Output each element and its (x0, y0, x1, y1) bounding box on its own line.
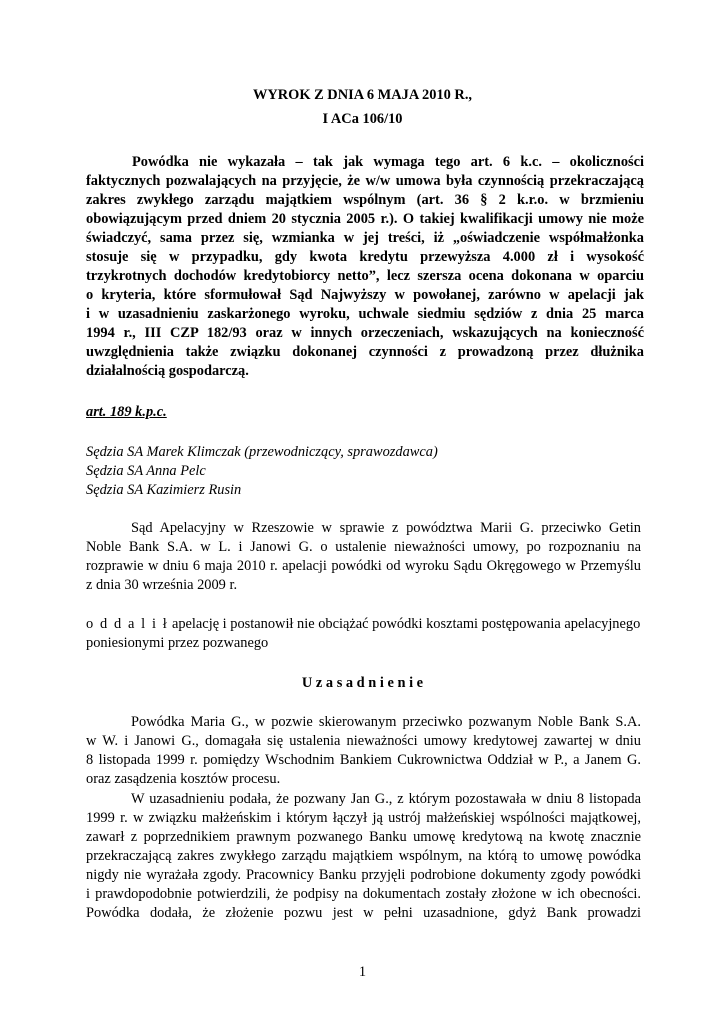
thesis-line: zakres zwykłego zarządu majątkiem wspólnym (art. 36 § 2 k.r.o. w brzmieniu (86, 192, 644, 208)
thesis-line: obowiązującym przed dniem 20 stycznia 2005 r.). O takiej kwalifikacji umowy nie może (86, 211, 644, 227)
ruling-text: apelację i postanowił nie obciążać powódki kosztami postępowania apelacyjnego (168, 616, 641, 632)
intro-line: Sąd Apelacyjny w Rzeszowie w sprawie z powództwa Marii G. przeciwko Getin (131, 520, 641, 536)
justification-line: nigdy nie wyrażała zgody. Pracownicy Banku przyjęli podrobione dokumenty zgody powódki (86, 867, 641, 883)
judge-item: Sędzia SA Kazimierz Rusin (86, 482, 242, 498)
justification-line: i prawdopodobnie potwierdzili, że podpisy na dokumentach zostały złożone w ich obecności. (86, 886, 641, 902)
judge-item: Sędzia SA Marek Klimczak (przewodniczący, sprawozdawca) (86, 444, 438, 460)
intro-line: Noble Bank S.A. w L. i Janowi G. o ustalenie nieważności umowy, po rozpoznaniu na (86, 539, 641, 555)
thesis-line: świadczyć, sama przez się, wzmianka w jej treści, iż „oświadczenie współmałżonka (86, 230, 644, 246)
justification-line: 1999 r. w związku małżeńskim i którym łączył ją ustrój małżeńskiej wspólności majątkowej, (86, 810, 641, 826)
ruling-verb: o d d a l i ł (86, 616, 169, 632)
judgment-title: WYROK Z DNIA 6 MAJA 2010 R., (252, 87, 473, 103)
intro-line: z dnia 30 września 2009 r. (86, 577, 238, 593)
thesis-line: uwzględnienia także związku dokonanej czynności z prowadzoną przez dłużnika (86, 344, 644, 360)
justification-line: zawarł z poprzednikiem prawnym pozwanego Banku umowę kredytową na kwotę znacznie (86, 829, 641, 845)
justification-line: W uzasadnieniu podała, że pozwany Jan G., z którym pozostawała w dniu 8 listopada (131, 791, 641, 807)
ruling-line (86, 615, 641, 634)
justification-line: przekraczającą zakres zwykłego zarządu majątkiem wspólnym, na którą to umowę powódka (86, 848, 641, 864)
ruling-line: poniesionymi przez pozwanego (86, 635, 269, 651)
thesis-line: o kryteria, które sformułował Sąd Najwyższy w powołanej, zarówno w apelacji jak (86, 287, 644, 303)
thesis-line: i w uzasadnieniu zaskarżonego wyroku, uchwale siedmiu sędziów z dnia 25 marca (86, 306, 644, 322)
thesis-line: trzykrotnych dochodów kredytobiorcy netto”, lecz szersza ocena dokonana w oparciu (86, 268, 644, 284)
thesis-line: Powódka nie wykazała – tak jak wymaga tego art. 6 k.c. – okoliczności (132, 154, 644, 170)
justification-heading: U z a s a d n i e n i e (301, 675, 424, 691)
justification-line: oraz zasądzenia kosztów procesu. (86, 771, 281, 787)
justification-line: w W. i Janowi G., domagała się ustalenia nieważności umowy kredytowej zawartej w dniu (86, 733, 641, 749)
thesis-line: 1994 r., III CZP 182/93 oraz w innych orzeczeniach, wskazujących na konieczność (86, 325, 644, 341)
case-signature: I ACa 106/10 (322, 111, 403, 127)
thesis-line: stosuje się w przypadku, gdy kwota kredytu przewyższa 4.000 zł i wysokość (86, 249, 644, 265)
intro-line: rozprawie w dniu 6 maja 2010 r. apelacji powódki od wyroku Sądu Okręgowego w Przemyślu (86, 558, 641, 574)
justification-line: Powódka Maria G., w pozwie skierowanym przeciwko pozwanym Noble Bank S.A. (131, 714, 641, 730)
thesis-line: działalnością gospodarczą. (86, 363, 249, 379)
thesis-line: faktycznych pozwalających na przyjęcie, że w/w umowa była czynnością przekraczającą (86, 173, 644, 189)
page-number: 1 (358, 964, 367, 980)
justification-line: Powódka dodała, że złożenie pozwu jest w pełni uzasadnione, gdyż Bank prowadzi (86, 905, 641, 921)
justification-line: 8 listopada 1999 r. pomiędzy Wschodnim Bankiem Cukrownictwa Oddział w P., a Janem G. (86, 752, 641, 768)
legal-basis: art. 189 k.p.c. (86, 404, 167, 420)
judge-item: Sędzia SA Anna Pelc (86, 463, 206, 479)
